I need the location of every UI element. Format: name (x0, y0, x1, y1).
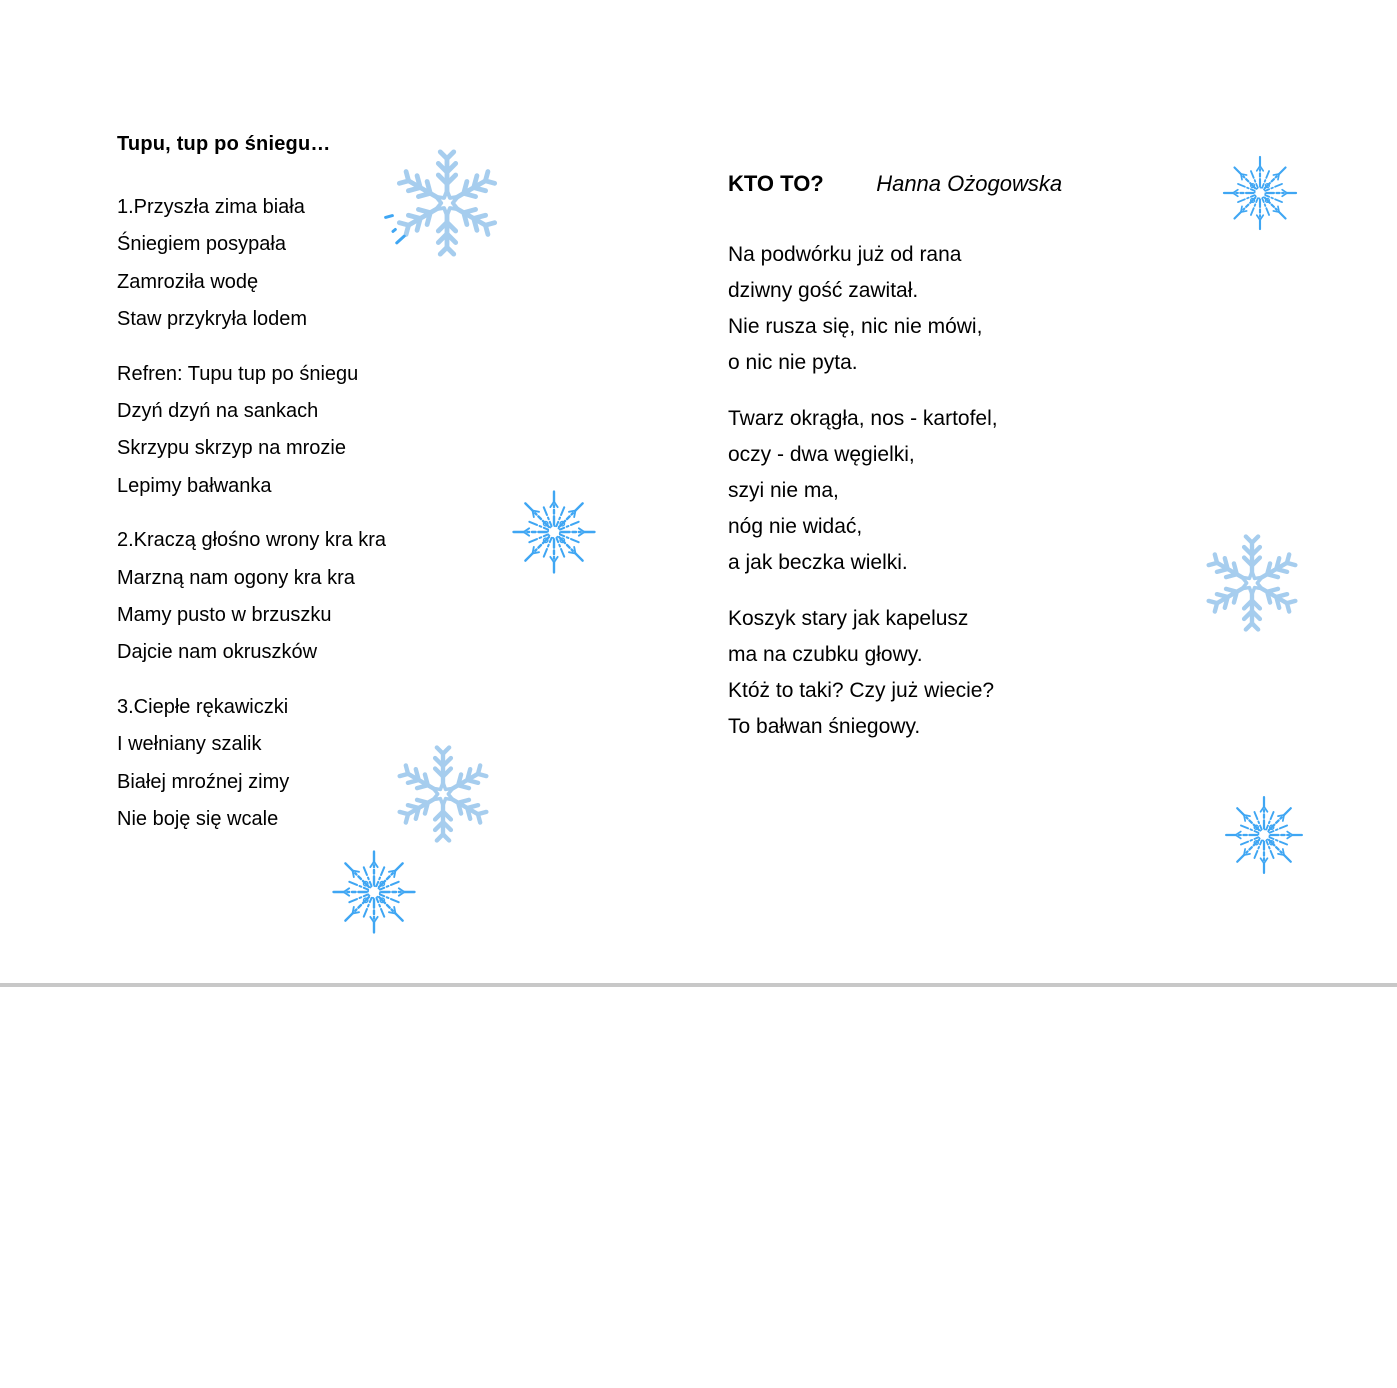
right-poem-title: KTO TO? (728, 171, 824, 196)
poem-line: Białej mroźnej zimy (117, 770, 290, 793)
right-poem-title-row (728, 170, 1158, 201)
poem-line: nóg nie widać, (728, 515, 863, 538)
right-poem-author: Hanna Ożogowska (876, 171, 1063, 196)
snowflake-starburst-icon (1219, 152, 1301, 234)
page-divider (0, 983, 1397, 987)
poem-line: Nie boję się wcale (117, 808, 279, 831)
poem-line: 2.Kraczą głośno wrony kra kra (117, 529, 387, 552)
snowflake-starburst-icon (328, 846, 420, 938)
poem-line: szyi nie ma, (728, 479, 839, 502)
right-stanza-3 (728, 601, 1158, 745)
left-stanza-2 (117, 522, 477, 672)
poem-line: Koszyk stary jak kapelusz (728, 607, 969, 630)
poem-line: Skrzypu skrzyp na mrozie (117, 437, 346, 460)
right-poem-section (728, 170, 1158, 765)
right-stanza-1 (728, 237, 1158, 381)
snowflake-starburst-icon (1221, 792, 1307, 878)
left-stanza-3 (117, 689, 477, 839)
poem-line: dziwny gość zawitał. (728, 279, 919, 302)
poem-line: Nie rusza się, nic nie mówi, (728, 315, 983, 338)
poem-line: o nic nie pyta. (728, 351, 858, 374)
poem-line: I wełniany szalik (117, 733, 262, 756)
poem-line: Twarz okrągła, nos - kartofel, (728, 407, 998, 430)
poem-line: ma na czubku głowy. (728, 643, 923, 666)
poem-line: a jak beczka wielki. (728, 551, 908, 574)
left-stanza-refrain (117, 356, 477, 506)
poem-line: Zamroziła wodę (117, 270, 259, 293)
poem-line: To bałwan śniegowy. (728, 715, 921, 738)
left-poem-section (117, 126, 477, 856)
poem-line: Staw przykryła lodem (117, 308, 308, 331)
poem-line: Mamy pusto w brzuszku (117, 604, 332, 627)
poem-line: 1.Przyszła zima biała (117, 196, 305, 218)
poem-line: Dzyń dzyń na sankach (117, 400, 319, 423)
snowflake-dendrite-icon (1202, 533, 1302, 633)
poem-line: Lepimy bałwanka (117, 474, 272, 497)
right-stanza-2 (728, 401, 1158, 581)
poem-line: Marzną nam ogony kra kra (117, 566, 355, 589)
poem-line: Dajcie nam okruszków (117, 641, 318, 664)
poem-line: oczy - dwa węgielki, (728, 443, 915, 466)
poem-line: Śniegiem posypała (117, 233, 286, 256)
poem-line: Któż to taki? Czy już wiecie? (728, 679, 995, 702)
left-poem-title: Tupu, tup po śniegu… (117, 133, 331, 155)
poem-line: Refren: Tupu tup po śniegu (117, 362, 359, 385)
left-stanza-1 (117, 189, 477, 339)
snowflake-starburst-icon (508, 486, 600, 578)
poem-line: Na podwórku już od rana (728, 243, 962, 266)
poem-line: 3.Ciepłe rękawiczki (117, 695, 289, 718)
